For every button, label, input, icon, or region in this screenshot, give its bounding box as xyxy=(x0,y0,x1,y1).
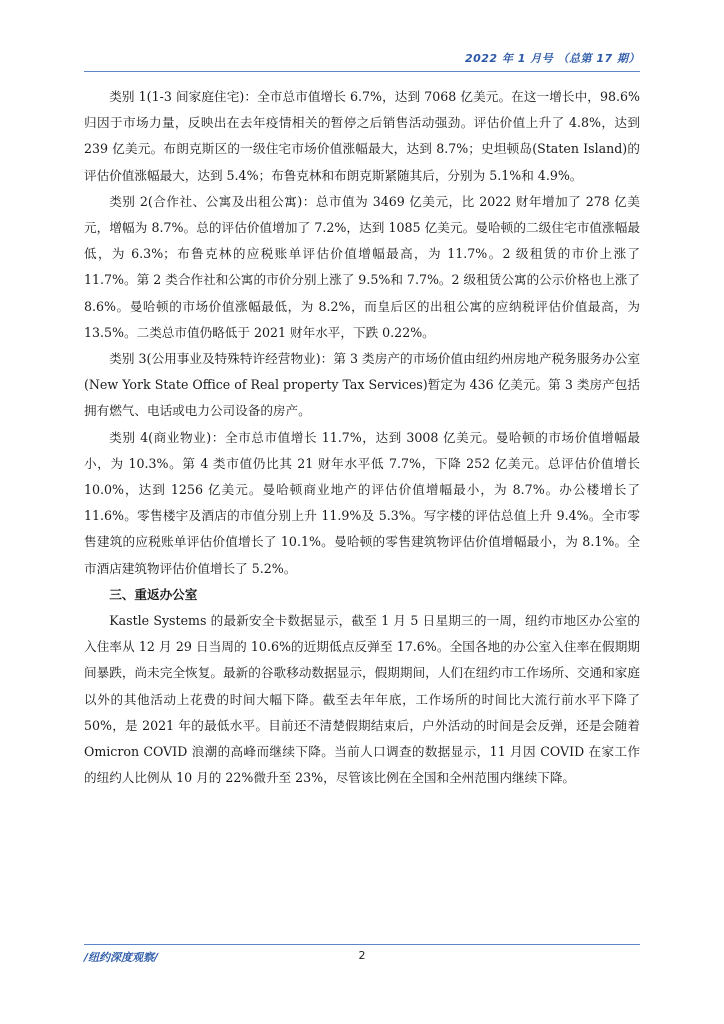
paragraph-category-1: 类别 1(1-3 间家庭住宅)：全市总市值增长 6.7%，达到 7068 亿美元。在这一增长中，98.6%归因于市场力量，反映出在去年疫情相关的暂停之后销售活动强劲。评估价值上升了 4.8%，达到 239 亿美元。布朗克斯区的一级住宅市场价值涨幅最大，达到 8.7%；史坦顿岛(Staten Island)的评估价值涨幅最大，达到 5.4%；布鲁克林和布朗克斯紧随其后，分别为 5.1%和 4.9%。 xyxy=(84,89,640,183)
paragraph-return-to-office: Kastle Systems 的最新安全卡数据显示，截至 1 月 5 日星期三的一周，纽约市地区办公室的入住率从 12 月 29 日当周的 10.6%的近期低点反弹至 17.6%。全国各地的办公室入住率在假期期间暴跌，尚未完全恢复。最新的谷歌移动数据显示，假期期间，人们在纽约市工作场所、交通和家庭以外的其他活动上花费的时间大幅下降。截至去年年底，工作场所的时间比大流行前水平下降了 50%，是 2021 年的最低水平。目前还不清楚假期结束后，户外活动的时间是会反弹，还是会随着 Omicron COVID 浪潮的高峰而继续下降。当前人口调查的数据显示，11 月因 COVID 在家工作的纽约人比例从 10 月的 22%微升至 23%，尽管该比例在全国和全州范围内继续下降。 xyxy=(84,613,640,786)
footer-divider xyxy=(84,944,640,945)
header-divider xyxy=(84,71,640,72)
issue-header: 2022 年 1 月号 （总第 17 期） xyxy=(464,52,640,65)
paragraph-category-2: 类别 2(合作社、公寓及出租公寓)：总市值为 3469 亿美元，比 2022 财年增加了 278 亿美元，增幅为 8.7%。总的评估价值增加了 7.2%，达到 1085 亿美元。曼哈顿的二级住宅市值涨幅最低，为 6.3%；布鲁克林的应税账单评估价值增幅最高，为 11.7%。2 级租赁的市价上涨了 11.7%。第 2 类合作社和公寓的市价分别上涨了 9.5%和 7.7%。2 级租赁公寓的公示价格也上涨了 8.6%。曼哈顿的市场价值涨幅最低，为 8.2%，而皇后区的出租公寓的应纳税评估价值最高，为 13.5%。二类总市值仍略低于 2021 财年水平，下跌 0.22%。 xyxy=(84,193,640,340)
page-number: 2 xyxy=(358,949,366,962)
section-heading: 三、重返办公室 xyxy=(109,586,198,602)
paragraph-category-3: 类别 3(公用事业及特殊特许经营物业)：第 3 类房产的市场价值由纽约州房地产税务服务办公室(New York State Office of Real property Tax Services)暂定为 436 亿美元。第 3 类房产包括拥有燃气、电话或电力公司设备的房产。 xyxy=(84,351,640,419)
paragraph-category-4: 类别 4(商业物业)：全市总市值增长 11.7%，达到 3008 亿美元。曼哈顿的市场价值增幅最小，为 10.3%。第 4 类市值仍比其 21 财年水平低 7.7%，下降 252 亿美元。总评估价值增长 10.0%，达到 1256 亿美元。曼哈顿商业地产的评估价值增幅最小，为 8.7%。办公楼增长了 11.6%。零售楼宇及酒店的市值分别上升 11.9%及 5.3%。写字楼的评估总值上升 9.4%。全市零售建筑的应税账单评估价值增长了 10.1%。曼哈顿的零售建筑物评估价值增幅最小，为 8.1%。全市酒店建筑物评估价值增长了 5.2%。 xyxy=(84,429,640,576)
publication-name: /纽约深度观察/ xyxy=(84,951,159,964)
document-body xyxy=(84,84,640,791)
